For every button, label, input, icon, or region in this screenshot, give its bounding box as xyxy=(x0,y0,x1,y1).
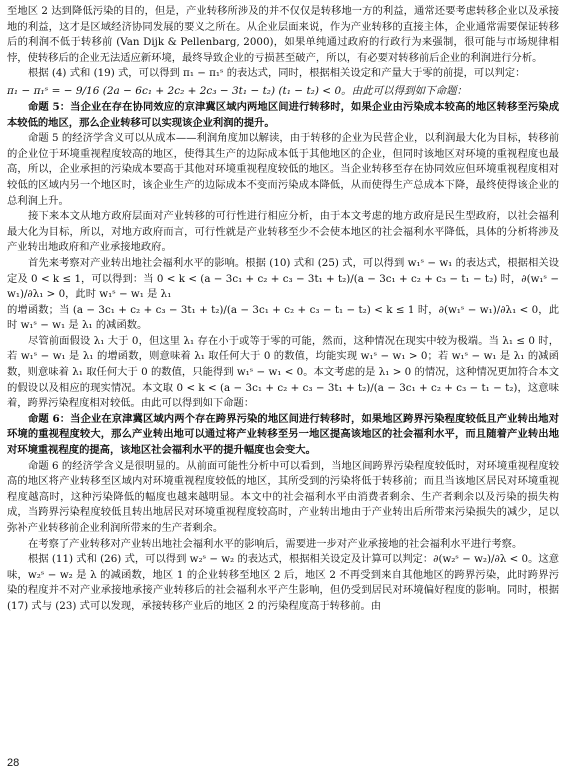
paragraph-2 xyxy=(7,66,559,82)
proposition-5 xyxy=(7,100,559,131)
paragraph-welfare-1-text: 首先来考察对产业转出地社会福利水平的影响。根据 (10) 式和 (25) 式，可以得到 w₁ˢ − w₁ 的表达式，根据相关设定及 0 < k ≤ 1，可以得到：当 0 < k < (a − 3c₁ + c₂ + c₃ − 3t₁ + t₂)/(a − 3c₁ + c₂ + c₃ − t₁ − t₂) 时，∂(w₁ˢ − w₁)/∂λ₁ > 0，此时 w₁ˢ − w₁ 是 λ₁ xyxy=(7,256,559,301)
paragraph-receiving-region xyxy=(7,537,559,553)
paragraph-government-text: 接下来本文从地方政府层面对产业转移的可行性进行相应分析，由于本文考虑的地方政府是民生型政府，以社会福利最大化为目标，所以，对地方政府而言，可行性就是产业转移至少不会使本地区的社会福利水平降低，具体的分析将涉及产业转出地政府和产业承接地政府。 xyxy=(7,210,559,254)
paragraph-1-text: 至地区 2 达到降低污染的目的，但是，产业转移所涉及的并不仅仅是转移地一方的利益，通常还要考虑转移企业以及承接地的利益，这才是区域经济协同发展的要义之所在。从企业层面来说，作为产业转移的直接主体，企业通常需要保证转移后的利润不低于转移前 (Van Dijk & Pellenbarg, 2000)，如果单纯通过政府的行政行为来强制，很可能与市场规律相悖，使转移后的企业无法适应新环境，最终导致企业的亏损甚至破产，所以，有必要对转移前后企业的利润进行分析。 xyxy=(7,5,559,64)
paragraph-lambda-discussion xyxy=(7,334,559,412)
paragraph-government-analysis xyxy=(7,209,559,256)
paragraph-welfare-1 xyxy=(7,256,559,303)
paragraph-prop5-text: 命题 5 的经济学含义可以从成本——利润角度加以解读，由于转移的企业为民营企业，以利润最大化为目标，转移前的企业位于环境重视程度较高的地区，使得其生产的边际成本低于其他地区的企业，但同时该地区对环境的重视程度也最高，所以，企业承担的污染成本要高于其他对环境重视程度较低的地区。当企业转移至存在协同效应但环境重视程度相对较低的区域内另一个地区时，该企业生产的边际成本不变而污染成本降低，从而使得生产总成本下降，最终使得该企业的总利润上升。 xyxy=(7,132,559,207)
paragraph-2-text: 根据 (4) 式和 (19) 式，可以得到 π₁ − π₁ˢ 的表达式，同时，根据相关设定和产量大于零的前提，可以判定： xyxy=(28,67,526,80)
equation-profit-difference xyxy=(7,83,559,99)
paragraph-welfare-receiving xyxy=(7,552,559,614)
paragraph-welfare-2-text: 的增函数；当 (a − 3c₁ + c₂ + c₃ − 3t₁ + t₂)/(a − 3c₁ + c₂ + c₃ − t₁ − t₂) < k ≤ 1 时，∂(w₁ˢ − w₁)/∂λ₁ < 0，此时 w₁ˢ − w₁ 是 λ₁ 的减函数。 xyxy=(7,303,559,332)
paragraph-prop5-explanation xyxy=(7,131,559,209)
paragraph-receiving-text: 在考察了产业转移对产业转出地社会福利水平的影响后，需要进一步对产业承接地的社会福利水平进行考察。 xyxy=(28,537,523,550)
proposition-5-text: 命题 5：当企业在存在协同效应的京津冀区域内两地区间进行转移时，如果企业由污染成本较高的地区转移至污染成本较低的地区，那么企业转移可以实现该企业利润的提升。 xyxy=(7,100,559,129)
proposition-6 xyxy=(7,412,559,459)
paragraph-welfare-receiving-text: 根据 (11) 式和 (26) 式，可以得到 w₂ˢ − w₂ 的表达式，根据相关设定及计算可以判定：∂(w₂ˢ − w₂)/∂λ < 0。这意味，w₂ˢ − w₂ 是 λ 的减函数，地区 1 的企业转移至地区 2 后，地区 2 不再受到来自其他地区的跨界污染，此时跨界污染的程度并不对产业承接地承接产业转移后的社会福利水平产生影响，但仍受到居民对环境偏好程度的影响。同时，根据 (17) 式与 (23) 式可以发现，承接转移产业后的地区 2 的污染程度高于转移前。由 xyxy=(7,553,559,612)
equation-text: π₁ − π₁ˢ = − 9/16 (2a − 6c₁ + 2c₂ + 2c₃ − 3t₁ − t₂) (t₁ − t₂) < 0。由此可以得到如下命题： xyxy=(7,84,468,97)
proposition-6-text: 命题 6：当企业在京津冀区域内两个存在跨界污染的地区间进行转移时，如果地区跨界污染程度较低且产业转出地对环境的重视程度较大，那么产业转出地可以通过将产业转移至另一地区提高该地区的社会福利水平，而且随着产业转出地对环境重视程度的提高，该地区社会福利水平的提升幅度也会变大。 xyxy=(7,412,559,457)
paragraph-1 xyxy=(7,4,559,66)
paragraph-prop6-text: 命题 6 的经济学含义是很明显的。从前面可能性分析中可以看到，当地区间跨界污染程度较低时，对环境重视程度较高的地区将产业转移至区域内对环境重视程度较低的地区，其所受到的污染将低于转移前；而且当该地区居民对环境重视程度越高时，这种污染降低的幅度也越来越明显。本文中的社会福利水平由消费者剩余、生产者剩余以及污染的损失构成，当跨界污染程度较低且转出地居民对环境重视程度较高时，产业转出地由于产业转出后所带来污染损失的减少，足以弥补产业转移前企业利润所带来的生产者剩余。 xyxy=(7,459,559,534)
page-body xyxy=(7,4,559,615)
paragraph-prop6-explanation xyxy=(7,459,559,537)
page-number: 28 xyxy=(7,757,20,769)
paragraph-lambda-text: 尽管前面假设 λ₁ 大于 0，但这里 λ₁ 存在小于或等于零的可能，然而，这种情况在现实中较为极端。当 λ₁ ≤ 0 时，若 w₁ˢ − w₁ 是 λ₁ 的增函数，则意味着 λ₁ 取任何大于 0 的数值，均能实现 w₁ˢ − w₁ > 0；若 w₁ˢ − w₁ 是 λ₁ 的减函数，则意味着 λ₁ 取任何大于 0 的数值，只能得到 w₁ˢ − w₁ < 0。本文考虑的是 λ₁ > 0 的情况，这种情况更加符合本文的假设以及相应的现实情况。本文取 0 < k < (a − 3c₁ + c₂ + c₃ − 3t₁ + t₂)/(a − 3c₁ + c₂ + c₃ − t₁ − t₂)，这意味着，跨界污染程度相对较低。由此可以得到如下命题： xyxy=(7,334,559,410)
paragraph-welfare-2 xyxy=(7,303,559,334)
